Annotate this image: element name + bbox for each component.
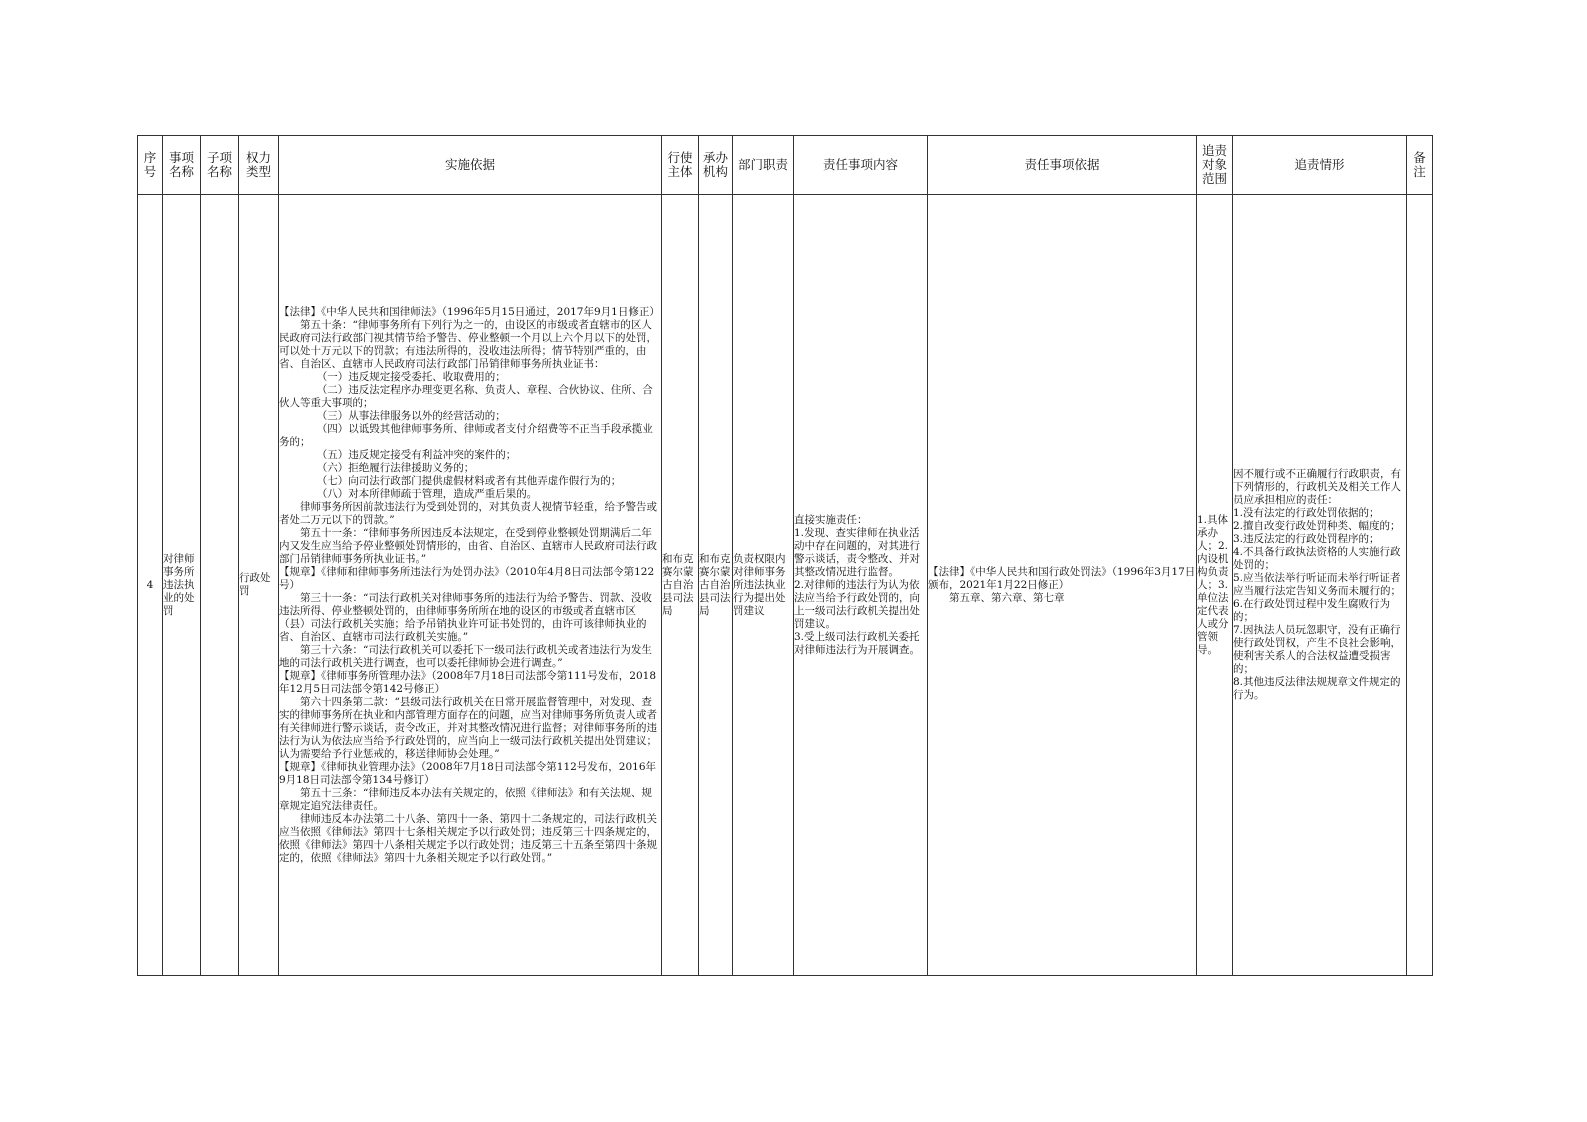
header-item-name: 事项名称 xyxy=(163,136,201,195)
responsibility-table xyxy=(137,135,1433,976)
basis-line: （五）违反规定接受有利益冲突的案件的； xyxy=(316,448,517,461)
basis-line: 第三十六条：“司法行政机关可以委托下一级司法行政机关或者违法行为发生地的司法行政机关进行调查，也可以委托律师协会进行调查。” xyxy=(279,643,652,669)
cell-resp-basis xyxy=(928,195,1197,976)
basis-line: 第五十三条：“律师违反本办法有关规定的，依照《律师法》和有关法规、规章规定追究法律责任。 xyxy=(279,786,652,812)
resp-basis-line: 【法律】《中华人民共和国行政处罚法》（1996年3月17日颁布，2021年1月22日修正） xyxy=(928,565,1196,591)
header-sub-item: 子项名称 xyxy=(201,136,239,195)
header-resp-basis: 责任事项依据 xyxy=(928,136,1197,195)
resp-basis-line: 第五章、第六章、第七章 xyxy=(949,591,1065,604)
basis-line: （三）从事法律服务以外的经营活动的； xyxy=(316,409,506,422)
basis-line: 【规章】《律师事务所管理办法》（2008年7月18日司法部令第111号发布，2018年12月5日司法部令第142号修正） xyxy=(279,669,657,695)
header-power-type: 权力类型 xyxy=(239,136,279,195)
basis-line: 【规章】《律师和律师事务所违法行为处罚办法》（2010年4月8日司法部令第122号） xyxy=(279,565,655,591)
content-line: 3.受上级司法行政机关委托对律师违法行为开展调查。 xyxy=(794,630,920,656)
situation-line: 1.没有法定的行政处罚依据的； xyxy=(1233,507,1380,519)
basis-line: （六）拒绝履行法律援助义务的； xyxy=(316,461,475,474)
header-seq: 序号 xyxy=(138,136,163,195)
cell-situations xyxy=(1233,195,1407,976)
situation-line: 3.违反法定的行政处罚程序的； xyxy=(1233,533,1380,545)
situation-line: 7.因执法人员玩忽职守，没有正确行使行政处罚权，产生不良社会影响，使利害关系人的合法权益遭受损害的； xyxy=(1233,624,1401,675)
header-subject: 行使主体 xyxy=(662,136,699,195)
header-row xyxy=(138,136,1433,195)
table-row xyxy=(138,195,1433,976)
cell-content xyxy=(794,195,928,976)
basis-line: 律师事务所因前款违法行为受到处罚的，对其负责人视情节轻重，给予警告或者处二万元以下的罚款。” xyxy=(279,500,657,526)
header-situations: 追责情形 xyxy=(1233,136,1407,195)
basis-line: 律师违反本办法第二十八条、第四十一条、第四十二条规定的，司法行政机关应当依照《律师法》第四十七条相关规定予以行政处罚；违反第三十四条规定的，依照《律师法》第四十八条相关规定予以行政处罚；违反第三十五条至第四十条规定的，依照《律师法》第四十九条相关规定予以行政处罚。” xyxy=(279,812,657,864)
basis-line: （七）向司法行政部门提供虚假材料或者有其他弄虚作假行为的； xyxy=(316,474,622,487)
cell-seq: 4 xyxy=(138,195,163,976)
situation-line: 5.应当依法举行听证而未举行听证者应当履行法定告知义务而未履行的； xyxy=(1233,572,1401,597)
header-duty: 部门职责 xyxy=(733,136,794,195)
basis-line: 第三十一条：“司法行政机关对律师事务所的违法行为给予警告、罚款、没收违法所得、停业整顿处罚的，由律师事务所所在地的设区的市级或者直辖市区（县）司法行政机关实施；给予吊销执业许可证书处罚的，由许可该律师执业的省、自治区、直辖市司法行政机关实施。” xyxy=(279,591,652,643)
cell-org: 和布克赛尔蒙古自治县司法局 xyxy=(699,195,733,976)
cell-power-type: 行政处罚 xyxy=(239,195,279,976)
basis-line: 第六十四条第二款：“县级司法行政机关在日常开展监督管理中，对发现、查实的律师事务所在执业和内部管理方面存在的问题，应当对律师事务所负责人或者有关律师进行警示谈话，责令改正，并对其整改情况进行监督；对律师事务所的违法行为认为依法应当给予行政处罚的，应当向上一级司法行政机关提出处罚建议；认为需要给予行业惩戒的，移送律师协会处理。” xyxy=(279,695,657,760)
cell-scope: 1.具体承办人；2.内设机构负责人；3.单位法定代表人或分管领导。 xyxy=(1197,195,1233,976)
cell-basis xyxy=(279,195,662,976)
situation-line: 因不履行或不正确履行行政职责，有下列情形的，行政机关及相关工作人员应承担相应的责任： xyxy=(1233,468,1401,506)
basis-line: （一）违反规定接受委托、收取费用的； xyxy=(316,370,506,383)
basis-line: （八）对本所律师疏于管理，造成严重后果的。 xyxy=(316,487,538,500)
cell-duty: 负责权限内对律师事务所违法执业行为提出处罚建议 xyxy=(733,195,794,976)
cell-remark xyxy=(1407,195,1433,976)
cell-subject: 和布克赛尔蒙古自治县司法局 xyxy=(662,195,699,976)
basis-line: （四）以诋毁其他律师事务所、律师或者支付介绍费等不正当手段承揽业务的； xyxy=(279,422,653,448)
header-content: 责任事项内容 xyxy=(794,136,928,195)
content-line: 直接实施责任： xyxy=(794,513,868,526)
basis-line: （二）违反法定程序办理变更名称、负责人、章程、合伙协议、住所、合伙人等重大事项的； xyxy=(279,383,653,409)
cell-sub-item xyxy=(201,195,239,976)
basis-line: 第五十一条：“律师事务所因违反本法规定，在受到停业整顿处罚期满后二年内又发生应当给予停业整顿处罚情形的，由省、自治区、直辖市人民政府司法行政部门吊销律师事务所执业证书。” xyxy=(279,526,657,565)
basis-line: 【规章】《律师执业管理办法》（2008年7月18日司法部令第112号发布，2016年9月18日司法部令第134号修订） xyxy=(279,760,657,786)
situation-line: 2.擅自改变行政处罚种类、幅度的； xyxy=(1233,520,1401,532)
content-line: 2.对律师的违法行为认为依法应当给予行政处罚的，向上一级司法行政机关提出处罚建议。 xyxy=(794,578,920,630)
header-basis: 实施依据 xyxy=(279,136,662,195)
basis-line: 第五十条：“律师事务所有下列行为之一的，由设区的市级或者直辖市的区人民政府司法行政部门视其情节给予警告、停业整顿一个月以上六个月以下的处罚，可以处十万元以下的罚款；有违法所得的，没收违法所得；情节特别严重的，由省、自治区、直辖市人民政府司法行政部门吊销律师事务所执业证书： xyxy=(279,318,657,370)
basis-line: 【法律】《中华人民共和国律师法》（1996年5月15日通过，2017年9月1日修正） xyxy=(279,305,660,318)
content-line: 1.发现、查实律师在执业活动中存在问题的，对其进行警示谈话，责令整改、并对其整改情况进行监督。 xyxy=(794,526,920,578)
header-org: 承办机构 xyxy=(699,136,733,195)
header-remark: 备注 xyxy=(1407,136,1433,195)
situation-line: 6.在行政处罚过程中发生腐败行为的； xyxy=(1233,598,1391,623)
situation-line: 8.其他违反法律法规规章文件规定的行为。 xyxy=(1233,676,1401,701)
situation-line: 4.不具备行政执法资格的人实施行政处罚的； xyxy=(1233,546,1401,571)
header-scope: 追责对象范围 xyxy=(1197,136,1233,195)
cell-item-name: 对律师事务所违法执业的处罚 xyxy=(163,195,201,976)
